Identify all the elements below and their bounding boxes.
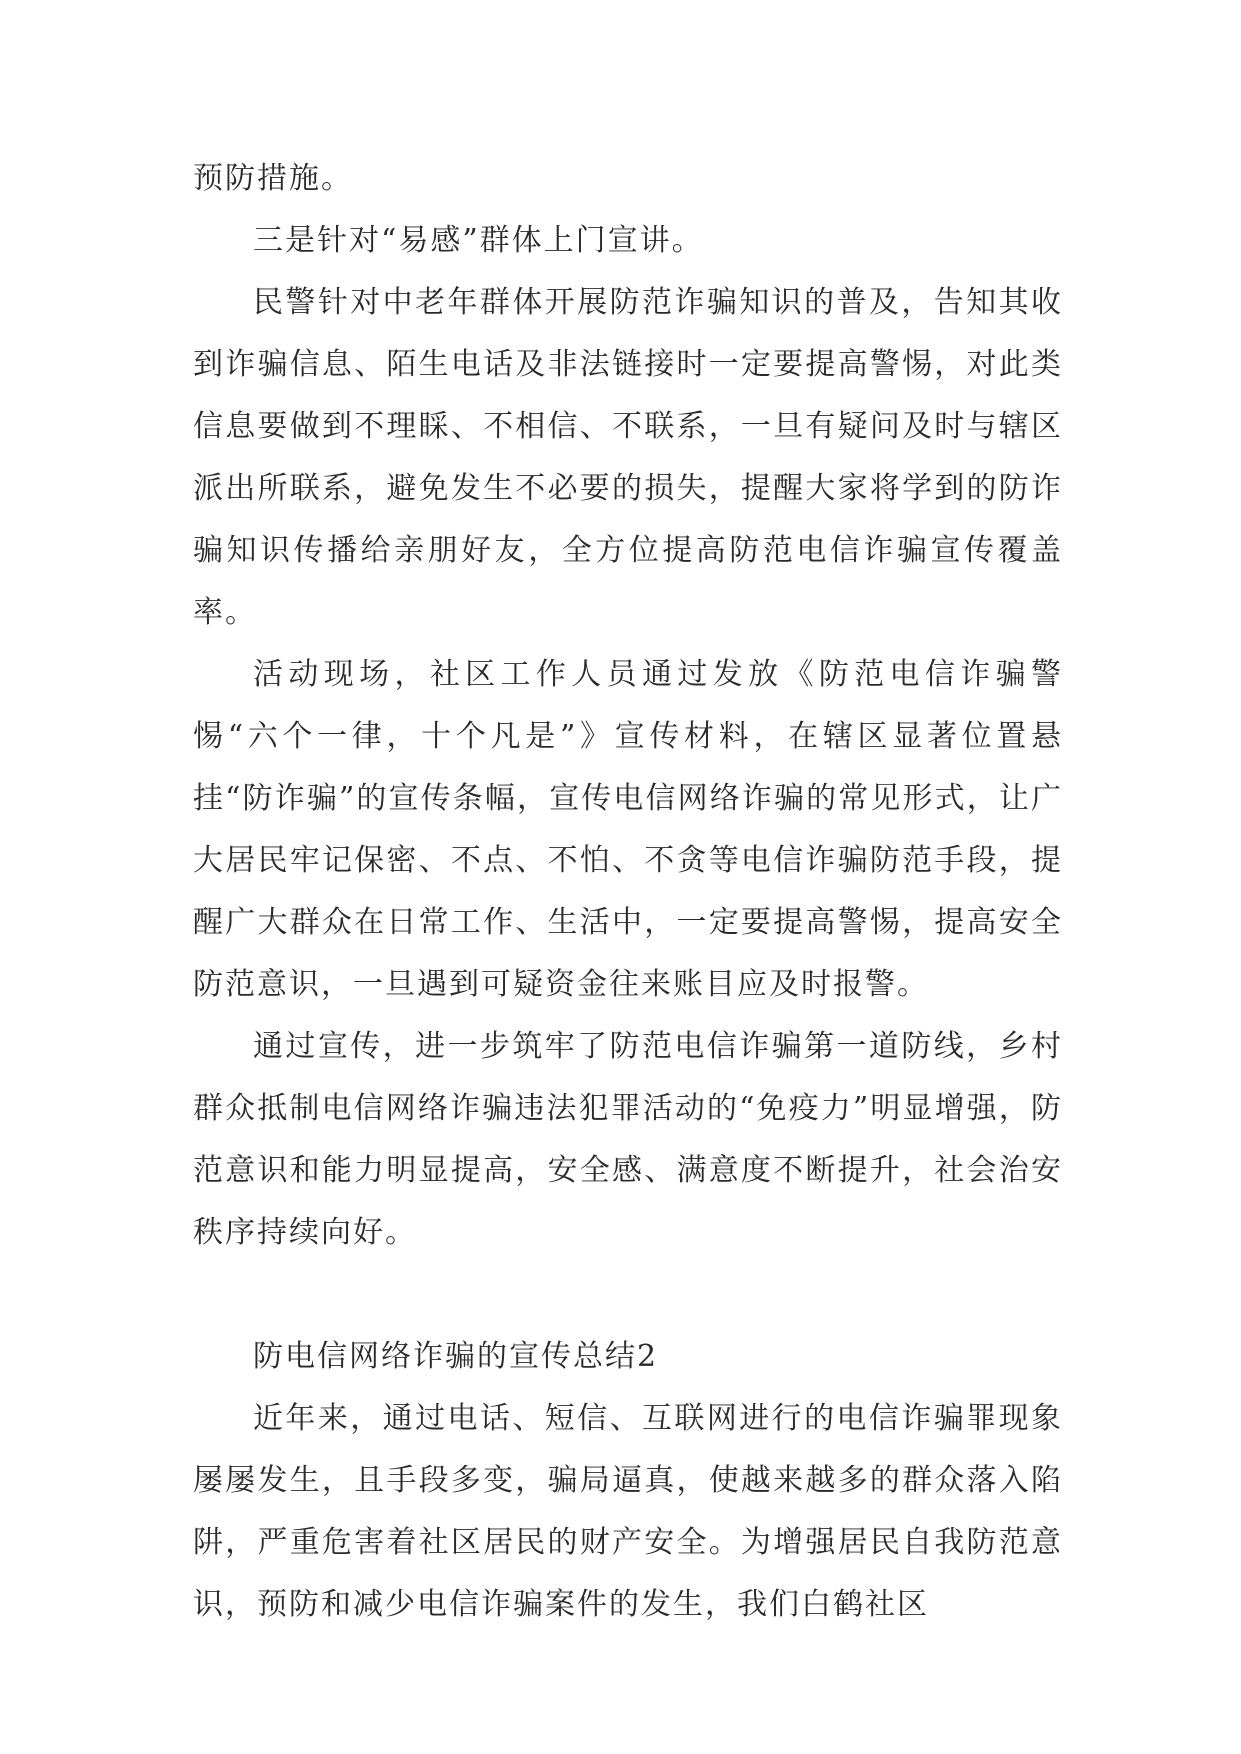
paragraph-police-education: 民警针对中老年群体开展防范诈骗知识的普及，告知其收到诈骗信息、陌生电话及非法链接时一定要提高警惕，对此类信息要做到不理睬、不相信、不联系，一旦有疑问及时与辖区派出所联系，避免发生不必要的损失，提醒大家将学到的防诈骗知识传播给亲朋好友，全方位提高防范电信诈骗宣传覆盖率。 (193, 285, 1063, 630)
paragraph-activity-site: 活动现场，社区工作人员通过发放《防范电信诈骗警惕“六个一律，十个凡是”》宣传材料，在辖区显著位置悬挂“防诈骗”的宣传条幅，宣传电信网络诈骗的常见形式，让广大居民牢记保密、不点、不怕、不贪等电信诈骗防范手段，提醒广大群众在日常工作、生活中，一定要提高警惕，提高安全防范意识，一旦遇到可疑资金往来账目应及时报警。 (193, 657, 1063, 1002)
section-title: 防电信网络诈骗的宣传总结2 (253, 1339, 659, 1374)
section-gap (193, 1264, 1063, 1326)
paragraph-introduction: 近年来，通过电话、短信、互联网进行的电信诈骗罪现象屡屡发生，且手段多变，骗局逼真，使越来越多的群众落入陷阱，严重危害着社区居民的财产安全。为增强居民自我防范意识，预防和减少电信诈骗案件的发生，我们白鹤社区 (193, 1401, 1063, 1622)
paragraph-outcome: 通过宣传，进一步筑牢了防范电信诈骗第一道防线，乡村群众抵制电信网络诈骗违法犯罪活动的“免疫力”明显增强，防范意识和能力明显提高，安全感、满意度不断提升，社会治安秩序持续向好。 (193, 1029, 1063, 1250)
document-body (193, 148, 1063, 1636)
paragraph-heading-three: 三是针对“易感”群体上门宣讲。 (253, 223, 704, 258)
paragraph-continuation: 预防措施。 (193, 161, 353, 196)
